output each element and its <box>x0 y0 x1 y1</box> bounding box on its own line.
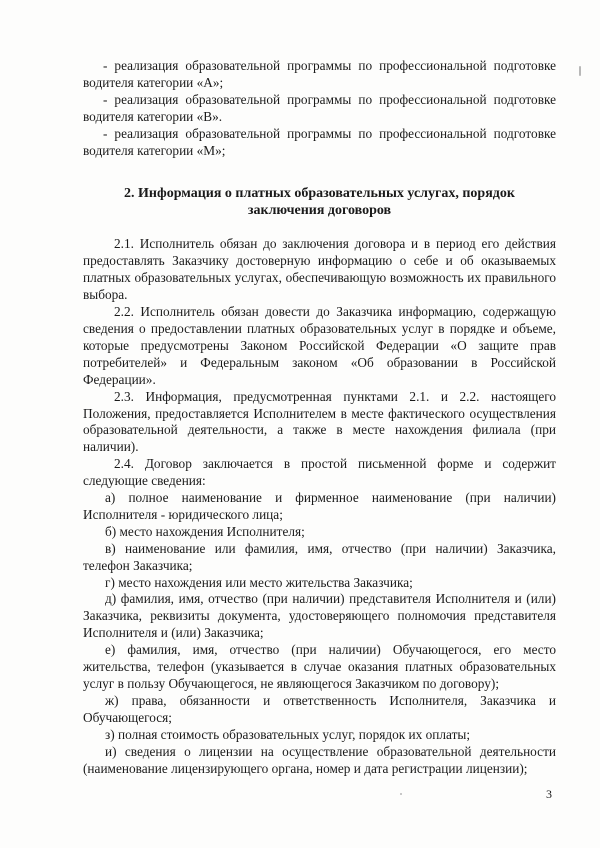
list-item-z: з) полная стоимость образовательных услуг, порядок их оплаты; <box>105 726 471 742</box>
bullet-item: - реализация образовательной программы по профессиональной подготовке водителя категории «М»; <box>83 125 556 158</box>
scan-speck <box>579 66 581 76</box>
bullet-item: - реализация образовательной программы по профессиональной подготовке водителя категории «В». <box>83 91 556 124</box>
list-item-v: в) наименование или фамилия, имя, отчество (при наличии) Заказчика, телефон Заказчика; <box>83 540 556 573</box>
document-body <box>83 58 556 777</box>
bullet-item: - реализация образовательной программы по профессиональной подготовке водителя категории «А»; <box>83 58 556 90</box>
section-heading-line: 2. Информация о платных образовательных услугах, порядок <box>124 186 515 202</box>
list-item-a: а) полное наименование и фирменное наименование (при наличии) Исполнителя - юридического лица; <box>83 490 556 522</box>
list-item-e: е) фамилия, имя, отчество (при наличии) Обучающегося, его место жительства, телефон (указывается в случае оказания платных образовательных услуг в пользу Обучающегося, не являющегося Заказчиком по договору); <box>83 642 556 691</box>
paragraph-2-3: 2.3. Информация, предусмотренная пунктами 2.1. и 2.2. настоящего Положения, предоставляется Исполнителем в месте фактического осуществления образовательной деятельности, а также в месте нахождения филиала (при наличии). <box>83 388 556 455</box>
list-item-g: г) место нахождения или место жительства Заказчика; <box>105 574 413 590</box>
section-heading <box>83 185 556 219</box>
list-item-d: д) фамилия, имя, отчество (при наличии) представителя Исполнителя и (или) Заказчика, реквизиты документа, удостоверяющего полномочия представителя Исполнителя и (или) Заказчика; <box>83 591 556 641</box>
paragraph-2-1: 2.1. Исполнитель обязан до заключения договора и в период его действия предоставлять Заказчику достоверную информацию о себе и об оказываемых платных образовательных услугах, обеспечивающую возможность их правильного выбора. <box>83 236 556 303</box>
list-item-i: и) сведения о лицензии на осуществление образовательной деятельности (наименование лицензирующего органа, номер и дата регистрации лицензии); <box>83 743 556 776</box>
section-heading-line: заключения договоров <box>247 203 392 219</box>
list-item-b: б) место нахождения Исполнителя; <box>105 523 305 539</box>
page-number: 3 <box>546 787 552 801</box>
paragraph-2-4: 2.4. Договор заключается в простой письменной форме и содержит следующие сведения: <box>83 456 556 489</box>
scan-speck <box>400 793 402 795</box>
list-item-zh: ж) права, обязанности и ответственность Исполнителя, Заказчика и Обучающегося; <box>83 692 556 725</box>
paragraph-2-2: 2.2. Исполнитель обязан довести до Заказчика информацию, содержащую сведения о предоставлении платных образовательных услуг в порядке и объеме, которые предусмотрены Законом Российской Федерации «О защите прав потребителей» и Федеральным законом «Об образовании в Российской Федерации». <box>83 304 556 387</box>
